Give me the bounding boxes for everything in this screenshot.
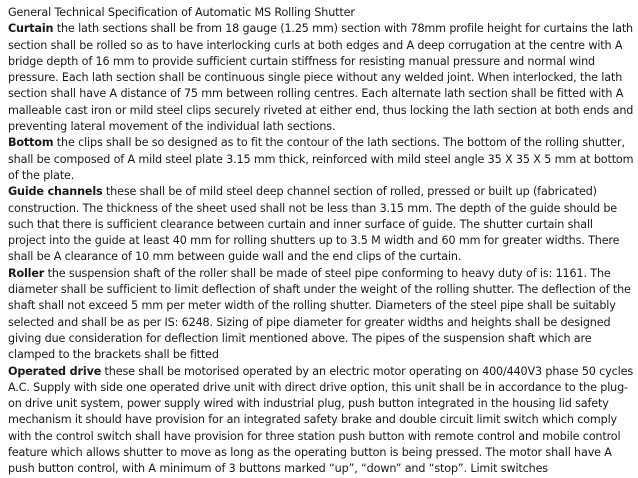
section-text: these shall be of mild steel deep channel section of rolled, pressed or built up (fabricated) construction. The thickness of the sheet used shall not be less than 3.15 mm. The depth of the guide should be such that there is sufficient clearance between curtain and inner surface of guide. The shutter curtain shall project into the guide at least 40 mm for rolling shutters up to 3.5 M width and 60 mm for greater widths. There shall be A clearance of 10 mm between guide wall and the end clips of the curtain.: [8, 185, 620, 264]
section-term: Guide channels: [8, 185, 103, 199]
document-title: General Technical Specification of Automatic MS Rolling Shutter: [8, 6, 355, 19]
section-bottom: [8, 135, 634, 184]
section-term: Curtain: [8, 22, 54, 36]
section-text: the clips shall be so designed as to fit the contour of the lath sections. The bottom of the rolling shutter, shall be composed of A mild steel plate 3.15 mm thick, reinforced with mild steel angle 35 X 35 X 5 mm at bottom of the plate.: [8, 136, 634, 182]
section-curtain: [8, 21, 634, 135]
section-operated-drive: [8, 364, 634, 478]
section-text: these shall be motorised operated by an electric motor operating on 400/440V3 phase 50 cycles A.C. Supply with side one operated drive unit with direct drive option, this unit shall be in accordance to the plug-on drive unit system, power supply wired with industrial plug, push button integrated in the housing lid safety mechanism it should have provision for an integrated safety brake and double circuit limit switch which comply with the control switch shall have provision for three station push button with remote control and mobile control feature which allows shutter to move as long as the operating button is being pressed. The motor shall have A push button control, with A minimum of 3 buttons marked “up”, “down” and “stop”. Limit switches: [8, 364, 633, 476]
section-term: Roller: [8, 266, 45, 280]
section-text: the suspension shaft of the roller shall be made of steel pipe conforming to heavy duty of is: 1161. The diameter shall be sufficient to limit deflection of shaft under the weight of the rolling shutter. The deflection of the shaft shall not exceed 5 mm per meter width of the rolling shutter. Diameters of the steel pipe shall be suitably selected and shall be as per IS: 6248. Sizing of pipe diameter for greater widths and heights shall be designed giving due consideration for deflection limit mentioned above. The pipes of the suspension shaft which are clamped to the brackets shall be fitted: [8, 266, 631, 362]
section-guide-channels: [8, 184, 634, 265]
section-roller: [8, 266, 634, 364]
section-term: Operated drive: [8, 364, 102, 378]
section-text: the lath sections shall be from 18 gauge (1.25 mm) section with 78mm profile height for curtains the lath section shall be rolled so as to have interlocking curls at both edges and A deep corrugation at the centre with A bridge depth of 16 mm to provide sufficient curtain stiffness for resisting manual pressure and normal wind pressure. Each lath section shall be continuous single piece without any welded joint. When interlocked, the lath section shall have A distance of 75 mm between rolling centres. Each alternate lath section shall be fitted with A malleable cast iron or mild steel clips securely riveted at either end, thus locking the lath section at both ends and preventing lateral movement of the individual lath sections.: [8, 22, 634, 134]
document-page: [8, 5, 634, 478]
section-term: Bottom: [8, 136, 54, 150]
